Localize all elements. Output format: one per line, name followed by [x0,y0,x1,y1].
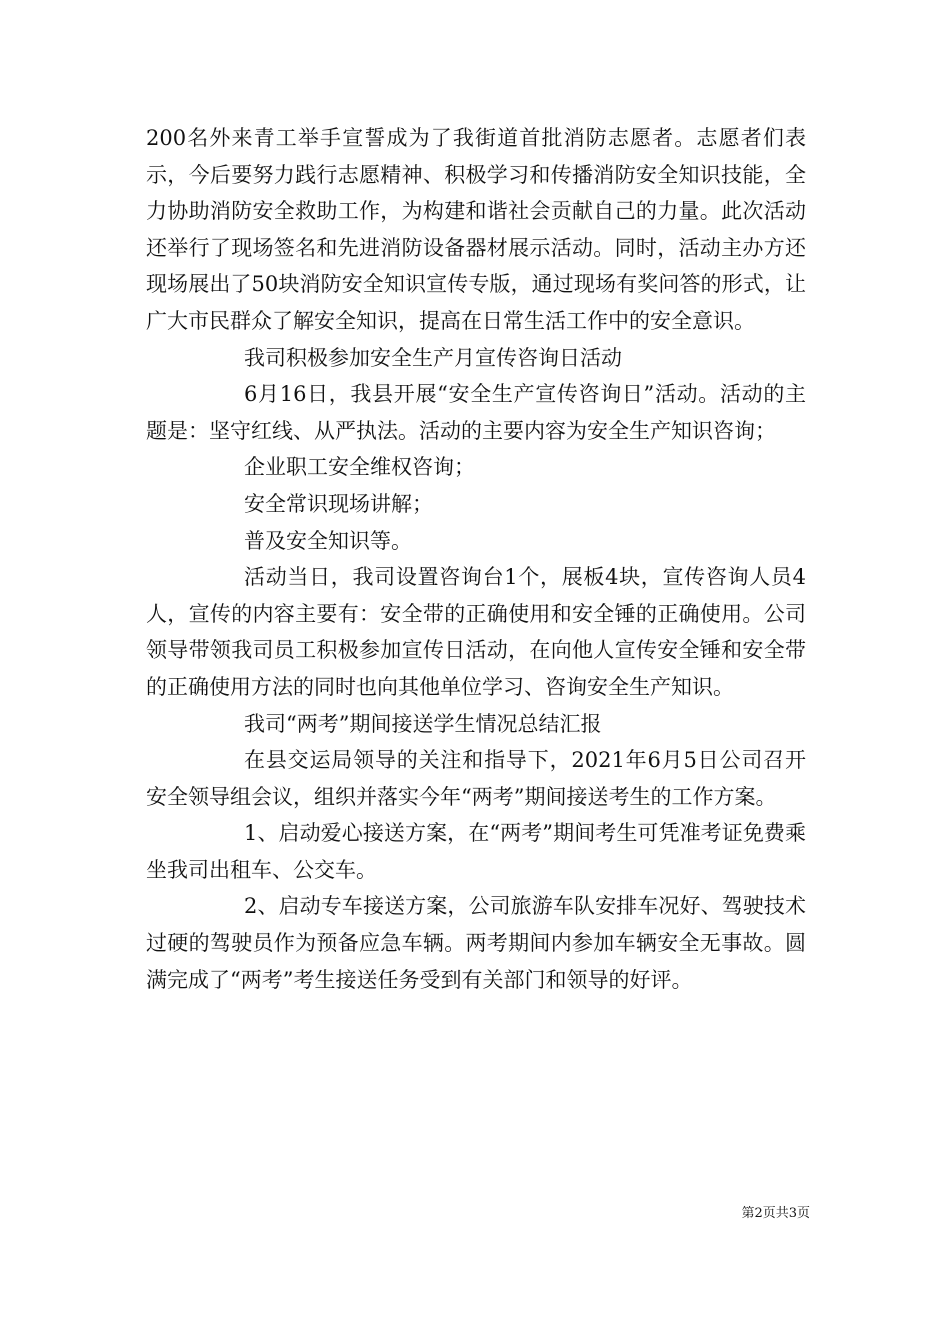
paragraph-plan-2: 2、启动专车接送方案，公司旅游车队安排车况好、驾驶技术过硬的驾驶员作为预备应急车辆。两考期间内参加车辆安全无事故。圆满完成了“两考”考生接送任务受到有关部门和领导的好评。 [146,894,806,992]
heading-safety-month: 我司积极参加安全生产月宣传咨询日活动 [244,345,622,370]
paragraph-activity-day: 活动当日，我司设置咨询台1个，展板4块，宣传咨询人员4人，宣传的内容主要有：安全带的正确使用和安全锤的正确使用。公司领导带领我司员工积极参加宣传日活动，在向他人宣传安全锤和安全带的正确使用方法的同时也向其他单位学习、咨询安全生产知识。 [146,565,806,699]
paragraph-exam-meeting: 在县交运局领导的关注和指导下，2021年6月5日公司召开安全领导组会议，组织并落实今年“两考”期间接送考生的工作方案。 [146,748,806,809]
list-item-knowledge: 普及安全知识等。 [244,528,412,553]
heading-exam-transport: 我司“两考”期间接送学生情况总结汇报 [244,711,602,736]
paragraph-plan-1: 1、启动爱心接送方案，在“两考”期间考生可凭准考证免费乘坐我司出租车、公交车。 [146,821,806,882]
list-item-rights: 企业职工安全维权咨询； [244,455,475,480]
list-item-lecture: 安全常识现场讲解； [244,491,433,516]
paragraph-volunteers: 200名外来青工举手宣誓成为了我街道首批消防志愿者。志愿者们表示，今后要努力践行志愿精神、积极学习和传播消防安全知识技能，全力协助消防安全救助工作，为构建和谐社会贡献自己的力量。此次活动还举行了现场签名和先进消防设备器材展示活动。同时，活动主办方还现场展出了50块消防安全知识宣传专版，通过现场有奖问答的形式，让广大市民群众了解安全知识，提高在日常生活工作中的安全意识。 [146,126,806,333]
document-body [146,120,806,998]
paragraph-consult-day: 6月16日，我县开展“安全生产宣传咨询日”活动。活动的主题是：坚守红线、从严执法。活动的主要内容为安全生产知识咨询； [146,382,806,443]
page-number: 第2页共3页 [741,1206,810,1221]
